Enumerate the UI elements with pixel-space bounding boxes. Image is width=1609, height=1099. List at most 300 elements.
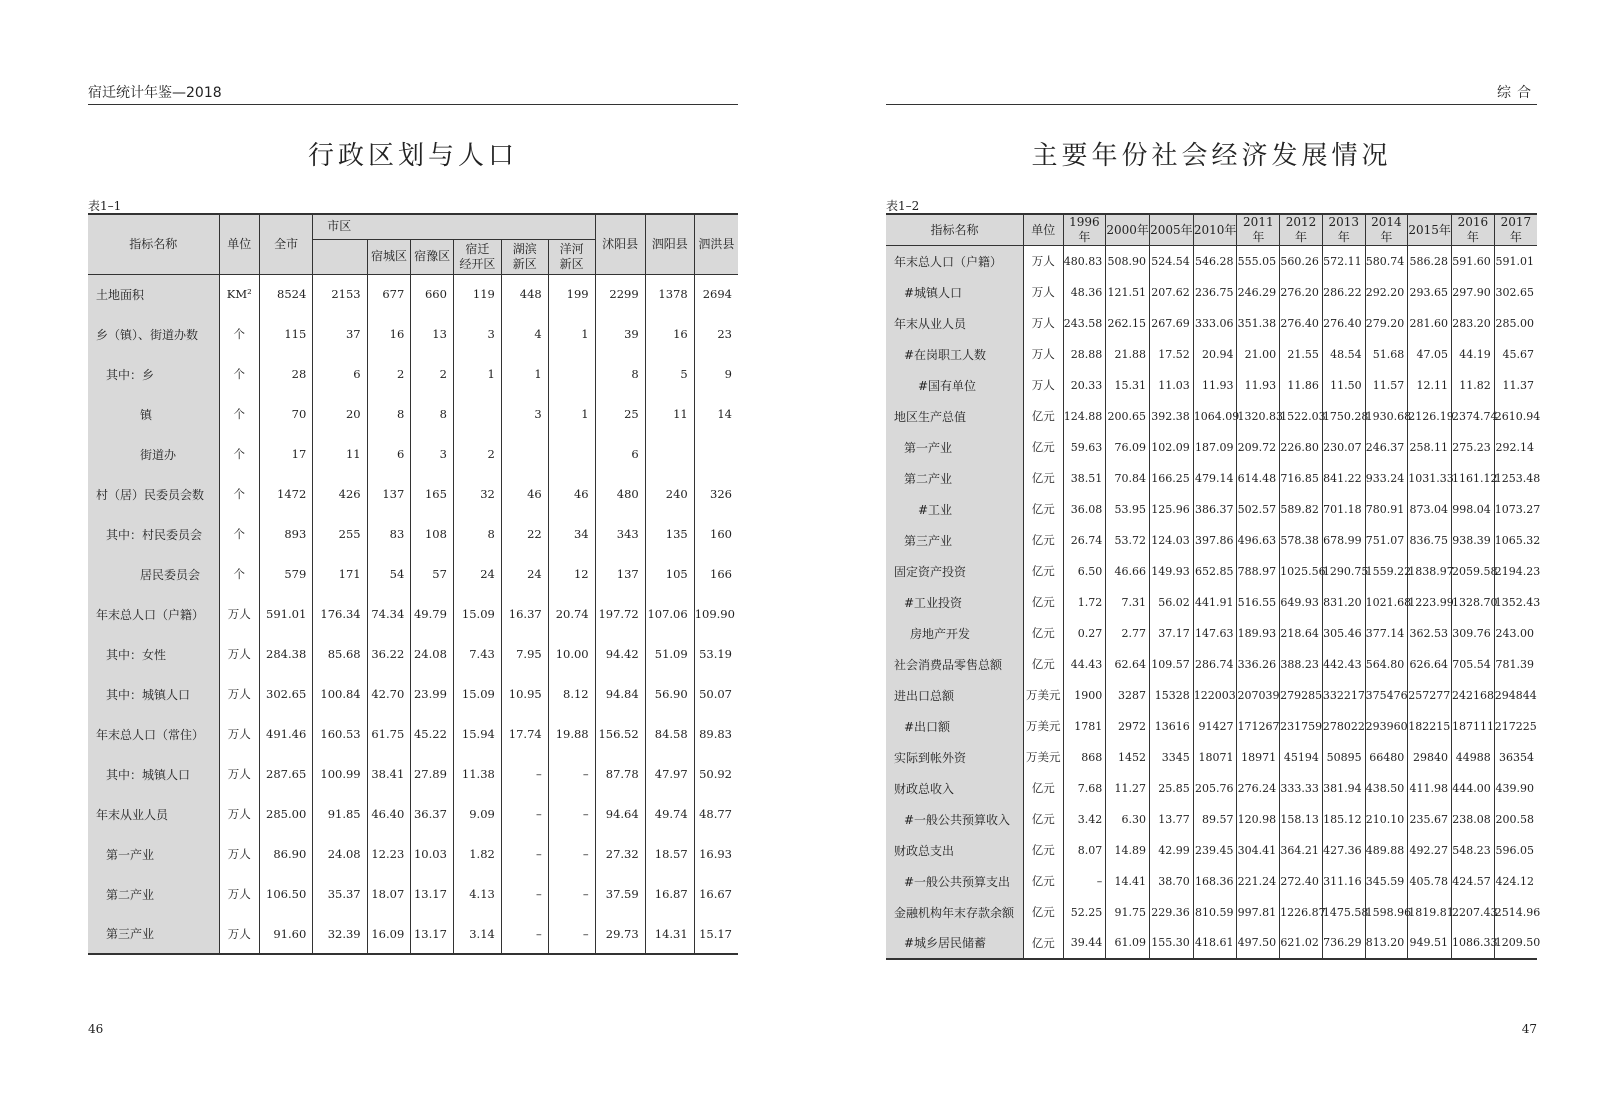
table-cell: 27.89 xyxy=(411,754,454,794)
table-cell: 11.93 xyxy=(1237,370,1280,401)
table-cell: 23.99 xyxy=(411,674,454,714)
table-cell: 91.60 xyxy=(260,914,313,954)
header-unit: 单位 xyxy=(1023,214,1063,246)
table-cell: 497.50 xyxy=(1237,928,1280,959)
table-cell: 302.65 xyxy=(260,674,313,714)
table-cell: 109.90 xyxy=(694,594,738,634)
table-cell: 137 xyxy=(595,554,645,594)
table-cell: 62.64 xyxy=(1106,649,1150,680)
table-row xyxy=(886,866,1537,897)
table-cell: 24.08 xyxy=(411,634,454,674)
table-cell: 115 xyxy=(260,314,313,354)
table-cell xyxy=(645,434,694,474)
header-year: 2012年 xyxy=(1280,214,1323,246)
table-row xyxy=(886,711,1537,742)
row-label: 第一产业 xyxy=(886,432,1023,463)
table-cell: 405.78 xyxy=(1408,866,1452,897)
table-cell: 304.41 xyxy=(1237,835,1280,866)
header-urban-sub: 宿迁 经开区 xyxy=(453,239,501,274)
row-label: 第二产业 xyxy=(886,463,1023,494)
row-label: 年末总人口（户籍） xyxy=(886,246,1023,277)
table-cell: 418.61 xyxy=(1193,928,1237,959)
table-cell: 479.14 xyxy=(1193,463,1237,494)
table-cell: 39.44 xyxy=(1063,928,1106,959)
row-label: 年末总人口（户籍） xyxy=(88,594,219,634)
table-cell: 235.67 xyxy=(1408,804,1452,835)
row-label: #出口额 xyxy=(886,711,1023,742)
table-cell: 29840 xyxy=(1408,742,1452,773)
table-cell: 20.74 xyxy=(548,594,595,634)
table-cell: 15.09 xyxy=(453,594,501,634)
table-cell: 100.99 xyxy=(313,754,367,794)
table-cell: 10.03 xyxy=(411,834,454,874)
table-cell: 42.70 xyxy=(367,674,411,714)
table-cell: 207.62 xyxy=(1150,277,1194,308)
row-unit: 亿元 xyxy=(1023,835,1063,866)
table-cell: 424.12 xyxy=(1494,866,1537,897)
row-label: 其中：城镇人口 xyxy=(88,754,219,794)
table-cell: 36354 xyxy=(1494,742,1537,773)
table-cell: 240 xyxy=(645,474,694,514)
table-cell: 15.17 xyxy=(694,914,738,954)
row-label: 第三产业 xyxy=(886,525,1023,556)
table-row xyxy=(88,274,738,314)
table-cell: 652.85 xyxy=(1193,556,1237,587)
table-cell: 508.90 xyxy=(1106,246,1150,277)
table-cell: 44.43 xyxy=(1063,649,1106,680)
row-label: #工业 xyxy=(886,494,1023,525)
table-cell: 441.91 xyxy=(1193,587,1237,618)
table-cell: 1161.12 xyxy=(1452,463,1495,494)
table-row xyxy=(886,556,1537,587)
table-cell: 229.36 xyxy=(1150,897,1194,928)
table-cell: 11.27 xyxy=(1106,773,1150,804)
row-unit: 万人 xyxy=(219,754,259,794)
table-cell: 16.09 xyxy=(367,914,411,954)
row-unit: 个 xyxy=(219,394,259,434)
table-cell: 13.77 xyxy=(1150,804,1194,835)
table-cell: 15.31 xyxy=(1106,370,1150,401)
table-row xyxy=(886,587,1537,618)
table-cell: 311.16 xyxy=(1322,866,1365,897)
table-cell: 46.40 xyxy=(367,794,411,834)
table-cell: – xyxy=(501,834,548,874)
table-cell: 94.42 xyxy=(595,634,645,674)
row-unit: 万人 xyxy=(1023,339,1063,370)
table-row xyxy=(88,474,738,514)
table-row xyxy=(886,835,1537,866)
table-cell: 86.90 xyxy=(260,834,313,874)
table-cell: 1086.33 xyxy=(1452,928,1495,959)
row-label: 其中：女性 xyxy=(88,634,219,674)
table-cell: 286.22 xyxy=(1322,277,1365,308)
row-unit: 亿元 xyxy=(1023,928,1063,959)
header-row xyxy=(886,214,1537,246)
row-unit: 亿元 xyxy=(1023,587,1063,618)
row-unit: 亿元 xyxy=(1023,556,1063,587)
row-label: 金融机构年末存款余额 xyxy=(886,897,1023,928)
table-cell: 3 xyxy=(501,394,548,434)
table-cell: 16.67 xyxy=(694,874,738,914)
table-cell: 564.80 xyxy=(1365,649,1408,680)
table-cell: 49.74 xyxy=(645,794,694,834)
table-cell: 701.18 xyxy=(1322,494,1365,525)
row-label: #在岗职工人数 xyxy=(886,339,1023,370)
table-cell: 25.85 xyxy=(1150,773,1194,804)
table-cell: 6 xyxy=(367,434,411,474)
table-cell: 278022 xyxy=(1322,711,1365,742)
row-label: 镇 xyxy=(88,394,219,434)
table-cell: 18.57 xyxy=(645,834,694,874)
table-cell: 70 xyxy=(260,394,313,434)
row-unit: 万人 xyxy=(1023,277,1063,308)
table-cell: 1290.75 xyxy=(1322,556,1365,587)
row-unit: KM² xyxy=(219,274,259,314)
table-cell: 364.21 xyxy=(1280,835,1323,866)
table-cell: 649.93 xyxy=(1280,587,1323,618)
row-unit: 亿元 xyxy=(1023,804,1063,835)
table-cell: 546.28 xyxy=(1193,246,1237,277)
table-cell: 3345 xyxy=(1150,742,1194,773)
table-cell: 305.46 xyxy=(1322,618,1365,649)
table-cell: 2126.19 xyxy=(1408,401,1452,432)
running-head xyxy=(886,86,1537,105)
row-unit: 亿元 xyxy=(1023,866,1063,897)
table-cell: 287.65 xyxy=(260,754,313,794)
table-cell: 2514.96 xyxy=(1494,897,1537,928)
table-cell: 102.09 xyxy=(1150,432,1194,463)
table-cell: 614.48 xyxy=(1237,463,1280,494)
table-cell: 345.59 xyxy=(1365,866,1408,897)
table-cell: 171267 xyxy=(1237,711,1280,742)
header-year: 2005年 xyxy=(1150,214,1194,246)
table-row xyxy=(886,525,1537,556)
table-cell: 292.14 xyxy=(1494,432,1537,463)
table-cell: 491.46 xyxy=(260,714,313,754)
table-cell: 246.37 xyxy=(1365,432,1408,463)
table-cell: 1031.33 xyxy=(1408,463,1452,494)
header-urban-sub: 宿城区 xyxy=(367,239,411,274)
table-cell: 83 xyxy=(367,514,411,554)
table-cell: 238.08 xyxy=(1452,804,1495,835)
table-cell: 781.39 xyxy=(1494,649,1537,680)
table-cell: 205.76 xyxy=(1193,773,1237,804)
table-cell: 285.00 xyxy=(1494,308,1537,339)
table-cell: 38.70 xyxy=(1150,866,1194,897)
table-cell: 53.19 xyxy=(694,634,738,674)
table-cell: 997.81 xyxy=(1237,897,1280,928)
table-row xyxy=(886,308,1537,339)
table-cell: 39 xyxy=(595,314,645,354)
table-cell: 438.50 xyxy=(1365,773,1408,804)
table-cell: 27.32 xyxy=(595,834,645,874)
table-cell: 107.06 xyxy=(645,594,694,634)
table-cell: 716.85 xyxy=(1280,463,1323,494)
table-cell: 236.75 xyxy=(1193,277,1237,308)
table-cell: 46 xyxy=(501,474,548,514)
row-unit: 万人 xyxy=(1023,370,1063,401)
table-cell: 780.91 xyxy=(1365,494,1408,525)
table-cell: 283.20 xyxy=(1452,308,1495,339)
table-cell: 50.07 xyxy=(694,674,738,714)
division-population-table xyxy=(88,213,738,955)
row-label: #国有单位 xyxy=(886,370,1023,401)
table-cell: 257277 xyxy=(1408,680,1452,711)
table-cell: 841.22 xyxy=(1322,463,1365,494)
table-cell: 1025.56 xyxy=(1280,556,1323,587)
row-unit: 个 xyxy=(219,314,259,354)
table-cell: 20.33 xyxy=(1063,370,1106,401)
table-cell: 392.38 xyxy=(1150,401,1194,432)
table-cell: – xyxy=(501,794,548,834)
table-cell: 292.20 xyxy=(1365,277,1408,308)
table-cell: 22 xyxy=(501,514,548,554)
table-cell: 11.03 xyxy=(1150,370,1194,401)
table-cell: 448 xyxy=(501,274,548,314)
table-cell: 38.41 xyxy=(367,754,411,794)
row-label: 村（居）民委员会数 xyxy=(88,474,219,514)
table-cell: 1475.58 xyxy=(1322,897,1365,928)
row-unit: 万人 xyxy=(1023,308,1063,339)
row-label: 第二产业 xyxy=(88,874,219,914)
table-cell: 1.72 xyxy=(1063,587,1106,618)
table-body xyxy=(886,246,1541,959)
table-cell: 94.84 xyxy=(595,674,645,714)
row-unit: 亿元 xyxy=(1023,494,1063,525)
table-cell: 480.83 xyxy=(1063,246,1106,277)
table-cell: 591.01 xyxy=(260,594,313,634)
row-unit: 个 xyxy=(219,474,259,514)
table-cell: 377.14 xyxy=(1365,618,1408,649)
page-number: 46 xyxy=(88,1022,104,1036)
table-cell: 275.23 xyxy=(1452,432,1495,463)
table-cell: 397.86 xyxy=(1193,525,1237,556)
table-cell: 8 xyxy=(453,514,501,554)
table-cell: 1328.70 xyxy=(1452,587,1495,618)
table-row xyxy=(886,680,1537,711)
table-cell: 187.09 xyxy=(1193,432,1237,463)
table-cell: 16 xyxy=(367,314,411,354)
table-cell: 230.07 xyxy=(1322,432,1365,463)
table-cell: 20.94 xyxy=(1193,339,1237,370)
row-unit: 万人 xyxy=(219,914,259,954)
table-cell: 20 xyxy=(313,394,367,434)
table-cell: 200.65 xyxy=(1106,401,1150,432)
table-number: 表1–2 xyxy=(886,199,920,213)
table-cell: 36.22 xyxy=(367,634,411,674)
table-cell: 21.88 xyxy=(1106,339,1150,370)
table-cell: 788.97 xyxy=(1237,556,1280,587)
table-cell: 591.01 xyxy=(1494,246,1537,277)
table-cell: 56.90 xyxy=(645,674,694,714)
row-label: 财政总支出 xyxy=(886,835,1023,866)
table-cell: 496.63 xyxy=(1237,525,1280,556)
row-label: 地区生产总值 xyxy=(886,401,1023,432)
table-cell: 3287 xyxy=(1106,680,1150,711)
table-cell: 7.95 xyxy=(501,634,548,674)
table-cell: 48.54 xyxy=(1322,339,1365,370)
page-title: 主要年份社会经济发展情况 xyxy=(1031,141,1392,171)
table-cell: 873.04 xyxy=(1408,494,1452,525)
table-cell: 8.07 xyxy=(1063,835,1106,866)
row-unit: 万美元 xyxy=(1023,680,1063,711)
table-cell: 1598.96 xyxy=(1365,897,1408,928)
table-cell: 3.42 xyxy=(1063,804,1106,835)
table-cell: 1 xyxy=(453,354,501,394)
table-cell: 336.26 xyxy=(1237,649,1280,680)
table-cell: 91.85 xyxy=(313,794,367,834)
table-cell: 11.50 xyxy=(1322,370,1365,401)
table-row xyxy=(88,554,738,594)
header-year: 2010年 xyxy=(1193,214,1237,246)
table-cell: 15.94 xyxy=(453,714,501,754)
socioeconomic-table xyxy=(886,213,1541,960)
table-row xyxy=(886,401,1537,432)
table-row xyxy=(886,804,1537,835)
header-county: 沭阳县 xyxy=(595,214,645,274)
table-cell: 326 xyxy=(694,474,738,514)
table-body xyxy=(88,274,738,954)
table-cell: 109.57 xyxy=(1150,649,1194,680)
row-label: 街道办 xyxy=(88,434,219,474)
table-cell: 6 xyxy=(313,354,367,394)
row-label: 其中：乡 xyxy=(88,354,219,394)
table-cell: 276.40 xyxy=(1322,308,1365,339)
table-cell: 524.54 xyxy=(1150,246,1194,277)
table-cell: 12 xyxy=(548,554,595,594)
table-cell: 560.26 xyxy=(1280,246,1323,277)
table-cell: 1838.97 xyxy=(1408,556,1452,587)
table-cell: 10.95 xyxy=(501,674,548,714)
table-cell: 221.24 xyxy=(1237,866,1280,897)
table-cell: 813.20 xyxy=(1365,928,1408,959)
table-cell: 36.37 xyxy=(411,794,454,834)
table-cell: 4.13 xyxy=(453,874,501,914)
table-cell: 89.83 xyxy=(694,714,738,754)
table-cell: 89.57 xyxy=(1193,804,1237,835)
header-year: 2015年 xyxy=(1408,214,1452,246)
table-cell: 3.14 xyxy=(453,914,501,954)
table-cell: 21.55 xyxy=(1280,339,1323,370)
table-cell: 105 xyxy=(645,554,694,594)
table-cell: 243.00 xyxy=(1494,618,1537,649)
table-cell xyxy=(548,434,595,474)
table-cell: 217225 xyxy=(1494,711,1537,742)
row-unit: 万美元 xyxy=(1023,711,1063,742)
table-cell: 53.95 xyxy=(1106,494,1150,525)
table-cell: 16.93 xyxy=(694,834,738,874)
table-cell: 678.99 xyxy=(1322,525,1365,556)
table-cell: 100.84 xyxy=(313,674,367,714)
header-urban: 市区 xyxy=(313,214,367,239)
table-cell: 185.12 xyxy=(1322,804,1365,835)
table-cell: 1452 xyxy=(1106,742,1150,773)
table-cell: 166 xyxy=(694,554,738,594)
table-cell: 302.65 xyxy=(1494,277,1537,308)
table-cell: 2972 xyxy=(1106,711,1150,742)
table-cell: 949.51 xyxy=(1408,928,1452,959)
row-unit: 个 xyxy=(219,554,259,594)
table-cell: 160.53 xyxy=(313,714,367,754)
row-label: 房地产开发 xyxy=(886,618,1023,649)
table-cell: 502.57 xyxy=(1237,494,1280,525)
table-cell: 84.58 xyxy=(645,714,694,754)
row-unit: 万人 xyxy=(219,794,259,834)
table-cell: 14.41 xyxy=(1106,866,1150,897)
table-cell: 45.67 xyxy=(1494,339,1537,370)
table-cell: 621.02 xyxy=(1280,928,1323,959)
table-cell: 23 xyxy=(694,314,738,354)
table-cell: 45194 xyxy=(1280,742,1323,773)
row-label: #城乡居民储蓄 xyxy=(886,928,1023,959)
table-cell: 2 xyxy=(367,354,411,394)
table-cell: 1930.68 xyxy=(1365,401,1408,432)
table-cell: 16.37 xyxy=(501,594,548,634)
table-cell: 51.09 xyxy=(645,634,694,674)
table-cell: 362.53 xyxy=(1408,618,1452,649)
table-cell: 226.80 xyxy=(1280,432,1323,463)
table-cell: 677 xyxy=(367,274,411,314)
table-cell: 91.75 xyxy=(1106,897,1150,928)
table-cell: 255 xyxy=(313,514,367,554)
table-cell: 9 xyxy=(694,354,738,394)
table-cell: 343 xyxy=(595,514,645,554)
row-unit: 个 xyxy=(219,434,259,474)
table-cell: 218.64 xyxy=(1280,618,1323,649)
table-cell: 276.20 xyxy=(1280,277,1323,308)
table-cell: 14.89 xyxy=(1106,835,1150,866)
table-row xyxy=(886,370,1537,401)
table-cell: 199 xyxy=(548,274,595,314)
table-cell: 24 xyxy=(501,554,548,594)
table-cell: 1472 xyxy=(260,474,313,514)
table-cell: 149.93 xyxy=(1150,556,1194,587)
table-cell: 2153 xyxy=(313,274,367,314)
table-cell: 284.38 xyxy=(260,634,313,674)
table-cell: 37.59 xyxy=(595,874,645,914)
table-cell: 16 xyxy=(645,314,694,354)
right-page xyxy=(886,0,1541,1099)
table-row xyxy=(88,434,738,474)
table-cell: 276.24 xyxy=(1237,773,1280,804)
table-cell: 4 xyxy=(501,314,548,354)
table-row xyxy=(88,634,738,674)
table-cell: 12.11 xyxy=(1408,370,1452,401)
table-cell: 596.05 xyxy=(1494,835,1537,866)
row-label: 实际到帐外资 xyxy=(886,742,1023,773)
table-row xyxy=(886,928,1537,959)
row-label: #城镇人口 xyxy=(886,277,1023,308)
row-unit: 亿元 xyxy=(1023,432,1063,463)
table-cell: – xyxy=(548,874,595,914)
table-cell: 836.75 xyxy=(1408,525,1452,556)
table-number: 表1–1 xyxy=(88,199,122,213)
table-cell: 124.88 xyxy=(1063,401,1106,432)
row-unit: 万美元 xyxy=(1023,742,1063,773)
table-cell: 1352.43 xyxy=(1494,587,1537,618)
table-cell: 492.27 xyxy=(1408,835,1452,866)
row-unit: 万人 xyxy=(1023,246,1063,277)
table-cell xyxy=(453,394,501,434)
table-cell: 297.90 xyxy=(1452,277,1495,308)
table-cell: 3 xyxy=(453,314,501,354)
table-cell: 1 xyxy=(548,314,595,354)
row-label: 进出口总额 xyxy=(886,680,1023,711)
table-cell: 168.36 xyxy=(1193,866,1237,897)
row-label: 第三产业 xyxy=(88,914,219,954)
table-cell: 61.09 xyxy=(1106,928,1150,959)
table-cell: 572.11 xyxy=(1322,246,1365,277)
